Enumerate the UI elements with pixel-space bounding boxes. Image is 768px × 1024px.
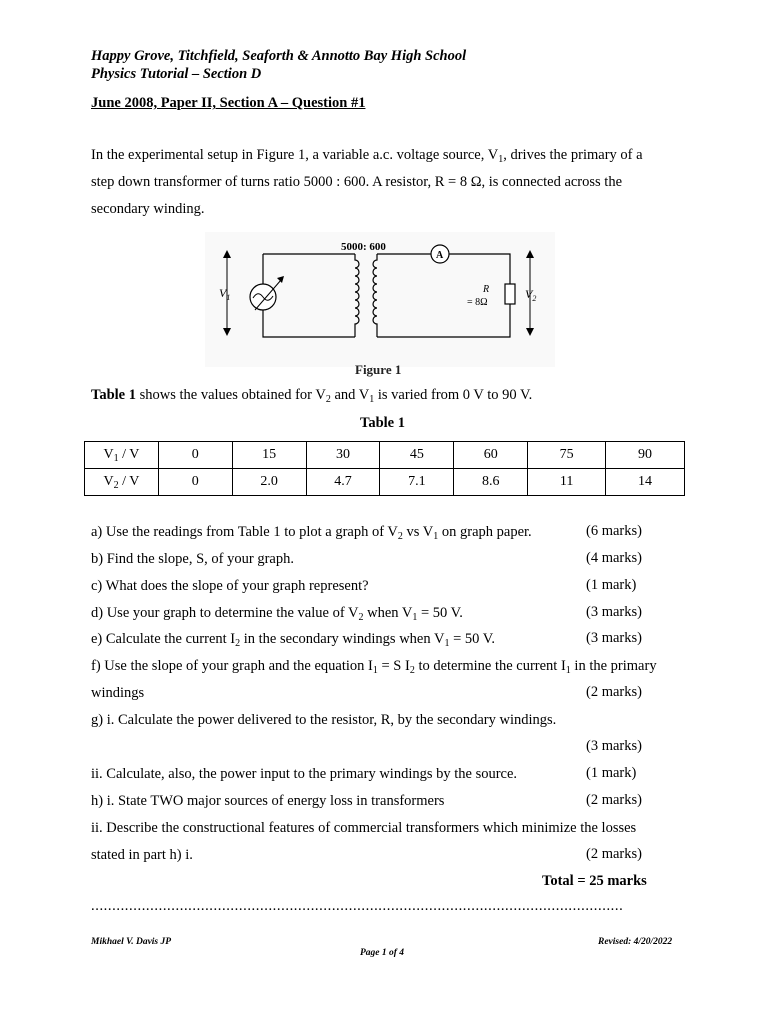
course-name: Physics Tutorial – Section D — [91, 66, 262, 82]
table-cell: 14 — [606, 469, 685, 496]
intro-line-3: secondary winding. — [91, 201, 205, 217]
question-b: b) Find the slope, S, of your graph. — [91, 551, 294, 567]
table-cell: 15 — [232, 442, 306, 469]
question-e: e) Calculate the current $I_2$ in the secondary windings when $V_1 = 50$ V. — [91, 631, 495, 649]
table-title: Table 1 — [360, 415, 405, 431]
table-cell: 4.7 — [306, 469, 380, 496]
marks-e: (3 marks) — [586, 630, 642, 646]
dotted-separator: .............................................................................................................................. — [91, 898, 624, 914]
question-g-i: g) i. Calculate the power delivered to the resistor, R, by the secondary windings. — [91, 712, 557, 728]
marks-a: (6 marks) — [586, 523, 642, 539]
table-cell: 90 — [606, 442, 685, 469]
question-a: a) Use the readings from Table 1 to plot a graph of $V_2$ vs $V_1$ on graph paper. — [91, 524, 532, 542]
data-table — [84, 441, 685, 496]
row-header-v1: $V_1$ / V — [85, 442, 159, 469]
question-title: June 2008, Paper II, Section A – Question #1 — [91, 95, 366, 111]
marks-b: (4 marks) — [586, 550, 642, 566]
question-h-ii-line2: stated in part h) i. — [91, 847, 193, 863]
intro-line-2: step down transformer of turns ratio 5000 : 600. A resistor, R = 8 Ω, is connected across the — [91, 174, 623, 190]
footer-revised-date: Revised: 4/20/2022 — [598, 937, 673, 947]
svg-text:A: A — [436, 250, 444, 261]
table-cell: 60 — [454, 442, 528, 469]
marks-g-i: (3 marks) — [586, 738, 642, 754]
resistor — [505, 284, 515, 304]
marks-g-ii: (1 mark) — [586, 765, 637, 781]
marks-h-i: (2 marks) — [586, 792, 642, 808]
table-cell: 11 — [528, 469, 606, 496]
v1-label: $V_1$ — [219, 286, 231, 302]
question-d: d) Use your graph to determine the value of $V_2$ when $V_1 = 50$ V. — [91, 605, 463, 623]
row-header-v2: $V_2$ / V — [85, 469, 159, 496]
table-cell: 0 — [158, 442, 232, 469]
table-cell: 30 — [306, 442, 380, 469]
intro-paragraph — [91, 142, 691, 223]
marks-f: (2 marks) — [586, 684, 642, 700]
question-f: f) Use the slope of your graph and the equation $I_1 = S$ $I_2$ to determine the current $I_1$ in the primary — [91, 658, 657, 676]
table-cell: 75 — [528, 442, 606, 469]
marks-d: (3 marks) — [586, 604, 642, 620]
total-marks: Total = 25 marks — [542, 873, 647, 889]
figure-caption: Figure 1 — [355, 362, 402, 377]
marks-c: (1 mark) — [586, 577, 637, 593]
marks-h-ii: (2 marks) — [586, 846, 642, 862]
table-row-v2 — [85, 469, 685, 496]
v2-label: $V_2$ — [525, 287, 537, 303]
question-f-line2: windings — [91, 685, 145, 701]
table-intro: Table 1 shows the values obtained for $V_2$ and $V_1$ is varied from 0 V to 90 V. — [91, 387, 533, 405]
table-row-v1 — [85, 442, 685, 469]
resistor-label: R — [483, 284, 490, 295]
table-cell: 0 — [158, 469, 232, 496]
question-h-ii: ii. Describe the constructional features of commercial transformers which minimize the losses — [91, 820, 637, 836]
school-name: Happy Grove, Titchfield, Seaforth & Annotto Bay High School — [91, 48, 467, 64]
table-cell: 45 — [380, 442, 454, 469]
footer-author: Mikhael V. Davis JP — [91, 937, 172, 947]
transformer-circuit-diagram — [205, 232, 555, 367]
turns-ratio-label: 5000: 600 — [341, 241, 386, 253]
table-cell: 7.1 — [380, 469, 454, 496]
question-g-ii: ii. Calculate, also, the power input to the primary windings by the source. — [91, 766, 518, 782]
footer-page-number: Page 1 of 4 — [360, 948, 405, 958]
resistor-value: = 8Ω — [467, 297, 488, 308]
question-h-i: h) i. State TWO major sources of energy loss in transformers — [91, 793, 445, 809]
intro-line-1: In the experimental setup in Figure 1, a variable a.c. voltage source, $V_1$, drives the primary of a — [91, 147, 643, 165]
table-cell: 2.0 — [232, 469, 306, 496]
question-c: c) What does the slope of your graph represent? — [91, 578, 369, 594]
table-cell: 8.6 — [454, 469, 528, 496]
